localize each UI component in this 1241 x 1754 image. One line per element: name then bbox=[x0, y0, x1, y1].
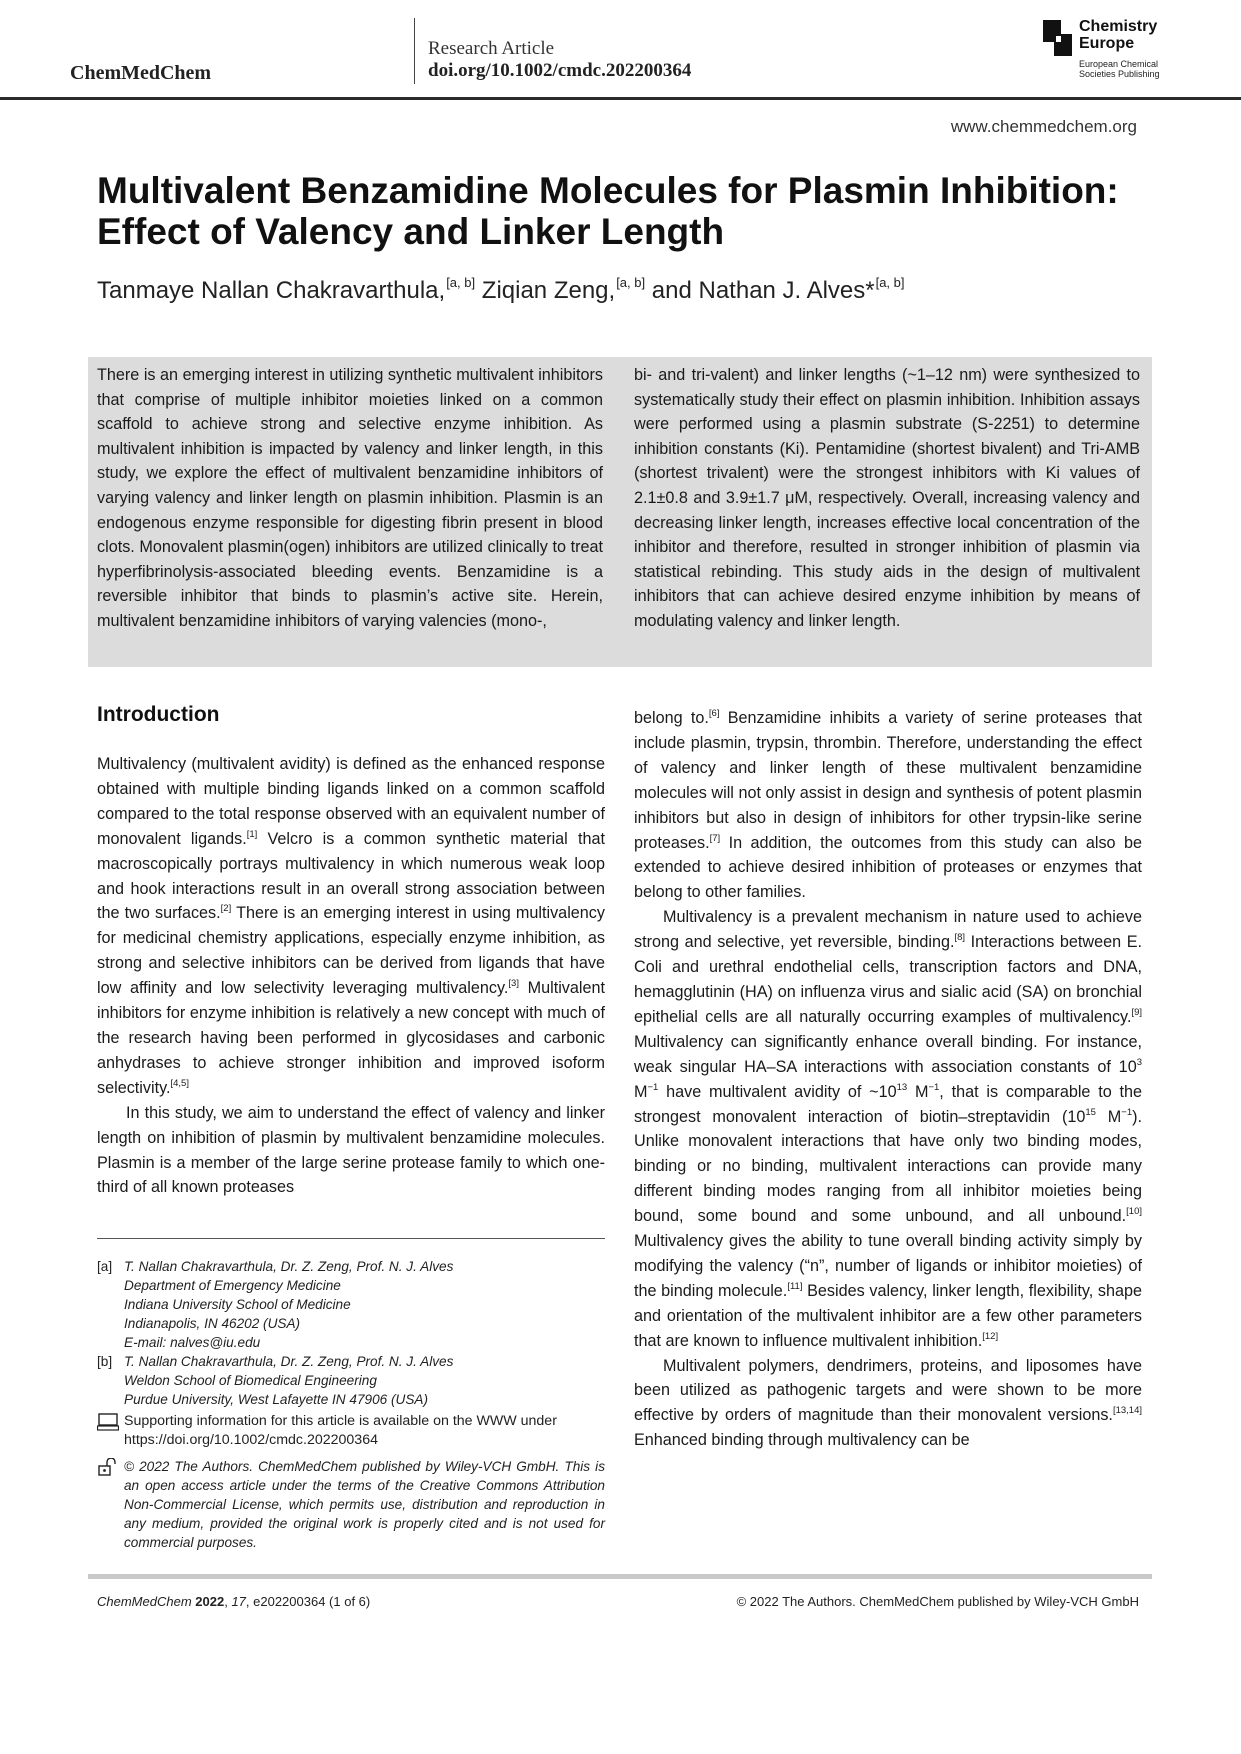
citation-ref[interactable]: [6] bbox=[708, 708, 720, 719]
section-heading-introduction: Introduction bbox=[97, 703, 220, 726]
body-paragraph: Multivalency is a prevalent mechanism in nature used to achieve strong and selective, yet reversible, binding.[8] Interactions between E. Coli and urethral endothelial cells, transcription factors and DNA, hemagglutinin (HA) on influenza virus and sialic acid (SA) on bronchial epithelial cells are all naturally occurring examples of multivalency.[9] Multivalency can significantly enhance overall binding. For instance, weak singular HA–SA interactions with association constants of 10$^3$ M$^{-1}$ have multivalent avidity of ~10$^{13}$ M$^{-1}$, that is comparable to the strongest monovalent interaction of biotin–streptavidin (10$^{15}$ M$^{-1}$). Unlike monovalent interactions that have only two binding modes, binding or no binding, multivalent interactions can provide many different binding modes ranging from all inhibitor moieties being bound, some bound and some unbound, and all unbound.[10] Multivalency gives the ability to tune overall binding activity simply by modifying the valency (“n”, number of ligands or inhibitor moieties) of the binding molecule.[11] Besides valency, linker length, flexibility, shape and orientation of the multivalent inhibitor are a few other parameters that are known to influence multivalent inhibition.[12] bbox=[634, 908, 1143, 1350]
author-list bbox=[97, 275, 905, 305]
publisher-logo[interactable] bbox=[1043, 18, 1173, 84]
article-title: Multivalent Benzamidine Molecules for Plasmin Inhibition: Effect of Valency and Linker Length bbox=[97, 170, 1119, 252]
body-column-right bbox=[634, 706, 1142, 1453]
journal-name: ChemMedChem bbox=[70, 62, 212, 84]
header-divider bbox=[414, 18, 415, 84]
author-email[interactable]: E-mail: nalves@iu.edu bbox=[124, 1335, 261, 1350]
license-text: © 2022 The Authors. ChemMedChem published by Wiley-VCH GmbH. This is an open access article under the terms of the Creative Commons Attribution Non-Commercial License, which permits use, distribution and reproduction in any medium, provided the original work is properly cited and is not used for commercial purposes. bbox=[124, 1459, 605, 1550]
citation-ref[interactable]: [11] bbox=[787, 1280, 803, 1292]
citation-ref[interactable]: [2] bbox=[220, 903, 232, 915]
header-rule bbox=[0, 97, 1241, 100]
publisher-tagline-line2: Societies Publishing bbox=[1079, 69, 1160, 79]
article-type: Research Article bbox=[428, 38, 555, 59]
footnote-label: [a] bbox=[97, 1259, 113, 1274]
author-name: Tanmaye Nallan Chakravarthula, bbox=[97, 277, 446, 304]
citation-ref[interactable]: [8] bbox=[954, 932, 966, 944]
footer-rule bbox=[88, 1574, 1152, 1579]
author-affiliation: [a, b] bbox=[616, 275, 646, 290]
author-affiliation: [a, b] bbox=[446, 275, 476, 290]
publisher-tagline-line1: European Chemical bbox=[1079, 59, 1159, 69]
citation-ref[interactable]: [13,14] bbox=[1112, 1405, 1142, 1417]
body-paragraph: In this study, we aim to understand the effect of valency and linker length on inhibition of plasmin by multivalent benzamidine molecules. Plasmin is a member of the large serine protease family to which one-third of all known proteases bbox=[97, 1103, 605, 1197]
author-affiliation: [a, b] bbox=[875, 275, 905, 290]
citation-ref[interactable]: [1] bbox=[246, 828, 258, 840]
author-name: and Nathan J. Alves* bbox=[651, 277, 875, 304]
citation-ref[interactable]: [12] bbox=[982, 1330, 999, 1342]
footer-copyright: © 2022 The Authors. ChemMedChem published by Wiley-VCH GmbH bbox=[736, 1594, 1139, 1609]
citation-ref[interactable]: [10] bbox=[1126, 1206, 1142, 1218]
footnote-rule bbox=[97, 1238, 605, 1239]
open-access-lock-icon bbox=[97, 1458, 119, 1476]
body-paragraph: Multivalency (multivalent avidity) is defined as the enhanced response obtained with multiple binding ligands linked on a common scaffold compared to the total response observed with an equivalent number of monovalent ligands.[1] Velcro is a common synthetic material that macroscopically portrays multivalency in which numerous weak loop and hook interactions result in an overall strong association between the two surfaces.[2] There is an emerging interest in using multivalency for medicinal chemistry applications, especially enzyme inhibition, as strong and selective inhibitors can be derived from ligands that have low affinity and low selectivity leveraging multivalency.[3] Multivalent inhibitors for enzyme inhibition is relatively a new concept with much of the research having been performed in glycosidases and carbonic anhydrases to achieve stronger inhibition and improved isoform selectivity.[4,5] bbox=[97, 755, 606, 1097]
body-paragraph: Multivalent polymers, dendrimers, proteins, and liposomes have been utilized as pathogenic targets and were shown to be more effective by orders of magnitude than their monovalent versions.[13,14] Enhanced binding through multivalency can be bbox=[634, 1356, 1142, 1450]
citation-ref[interactable]: [7] bbox=[709, 832, 721, 844]
supporting-info-text[interactable]: Supporting information for this article is available on the WWW under https://doi.org/10.1002/cmdc.202200364 bbox=[124, 1413, 557, 1448]
footnote-label: [b] bbox=[97, 1354, 113, 1369]
affiliation-footnote-b: [b] T. Nallan Chakravarthula, Dr. Z. Zeng, Prof. N. J. Alves Weldon School of Biomedical Engineering Purdue University, West Lafayette IN 47906 (USA) bbox=[97, 1354, 454, 1407]
citation-ref[interactable]: [9] bbox=[1131, 1006, 1142, 1018]
chemistry-europe-logo-icon bbox=[1043, 20, 1073, 56]
author-name: Ziqian Zeng, bbox=[481, 277, 616, 304]
publisher-name-line2: Europe bbox=[1079, 35, 1135, 52]
publisher-name-line1: Chemistry bbox=[1079, 18, 1158, 35]
abstract-column-right: bi- and tri-valent) and linker lengths (~1–12 nm) were synthesized to systematically study their effect on plasmin inhibition. Inhibition assays were performed using a plasmin substrate (S-2251) to determine inhibition constants (Ki). Pentamidine (shortest bivalent) and Tri-AMB (shortest trivalent) were the strongest inhibitors with Ki values of 2.1±0.8 and 3.9±1.7 μM, respectively. Overall, increasing valency and decreasing linker length, increases effective local concentration of the inhibitor and therefore, resulted in stronger inhibition of plasmin via statistical rebinding. This study aids in the design of multivalent inhibitors that can achieve desired enzyme inhibition by means of modulating valency and linker length. bbox=[634, 366, 1140, 630]
journal-website-link[interactable]: www.chemmedchem.org bbox=[950, 117, 1137, 136]
footer-citation: ChemMedChem 2022, 17, e202200364 (1 of 6) bbox=[97, 1594, 371, 1609]
citation-ref[interactable]: [4,5] bbox=[170, 1077, 189, 1089]
license-note bbox=[97, 1457, 605, 1552]
affiliation-footnote-a: [a] T. Nallan Chakravarthula, Dr. Z. Zeng, Prof. N. J. Alves Department of Emergency Medicine Indiana University School of Medicine Indianapolis, IN 46202 (USA) E-mail: nalves@iu.edu bbox=[97, 1257, 605, 1352]
computer-icon bbox=[97, 1413, 119, 1431]
citation-ref[interactable]: [3] bbox=[508, 978, 519, 990]
body-column-left bbox=[97, 752, 605, 1200]
abstract-column-left: There is an emerging interest in utilizing synthetic multivalent inhibitors that comprise of multiple inhibitor moieties linked on a common scaffold to achieve strong and selective enzyme inhibition. As multivalent inhibition is impacted by valency and linker length, in this study, we explore the effect of multivalent benzamidine inhibitors of varying valency and linker length on plasmin inhibition. Plasmin is an endogenous enzyme responsible for digesting fibrin present in blood clots. Monovalent plasmin(ogen) inhibitors are utilized clinically to treat hyperfibrinolysis-associated bleeding events. Benzamidine is a reversible inhibitor that binds to plasmin’s active site. Herein, multivalent benzamidine inhibitors of varying valencies (mono-, bbox=[97, 366, 603, 630]
doi-link[interactable]: doi.org/10.1002/cmdc.202200364 bbox=[428, 60, 692, 81]
supporting-info-note bbox=[97, 1412, 605, 1450]
body-paragraph: belong to.[6] Benzamidine inhibits a variety of serine proteases that include plasmin, trypsin, thrombin. Therefore, understanding the effect of valency and linker length of these multivalent benzamidine molecules will not only assist in design and synthesis of potent plasmin inhibitors but also in design of inhibitors for other trypsin-like serine proteases.[7] In addition, the outcomes from this study can also be extended to achieve desired inhibition of proteases or enzymes that belong to other families. bbox=[634, 708, 1142, 902]
abstract-box bbox=[88, 357, 1152, 667]
